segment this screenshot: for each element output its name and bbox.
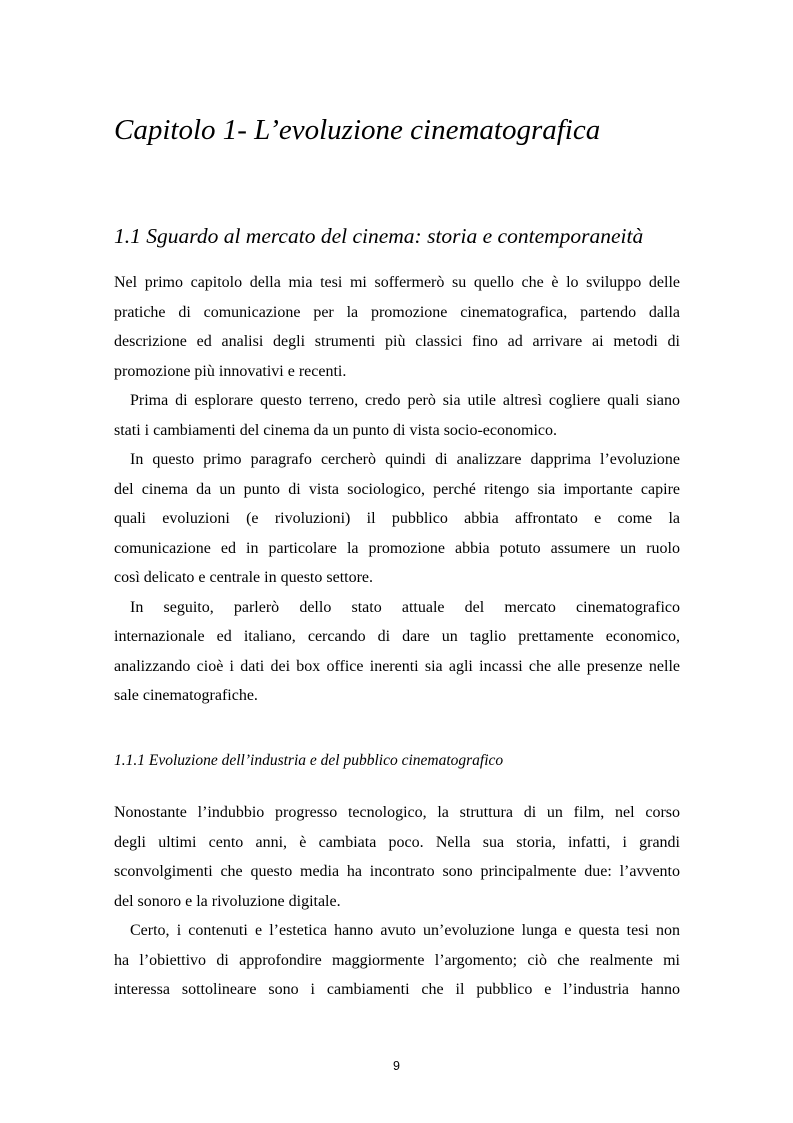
- section-title: 1.1 Sguardo al mercato del cinema: storia e contemporaneità: [114, 224, 644, 248]
- body-line: internazionale ed italiano, cercando di dare un taglio prettamente economico,: [114, 628, 680, 645]
- section-body: [114, 268, 680, 711]
- body-line: sale cinematografiche.: [114, 687, 258, 704]
- page-number: 9: [393, 1059, 400, 1073]
- body-line: degli ultimi cento anni, è cambiata poco. Nella sua storia, infatti, i grandi: [114, 833, 680, 851]
- body-line: Nonostante l’indubbio progresso tecnologico, la struttura di un film, nel corso: [114, 804, 680, 821]
- body-line: quali evoluzioni (e rivoluzioni) il pubblico abbia affrontato e come la: [114, 510, 680, 527]
- body-line: analizzando cioè i dati dei box office inerenti sia agli incassi che alle presenze nelle: [114, 657, 680, 675]
- body-line: così delicato e centrale in questo settore.: [114, 569, 374, 586]
- body-line: stati i cambiamenti del cinema da un punto di vista socio-economico.: [114, 421, 557, 439]
- body-line: Prima di esplorare questo terreno, credo però sia utile altresì cogliere quali siano: [130, 392, 680, 409]
- body-line: In seguito, parlerò dello stato attuale del mercato cinematografico: [130, 598, 680, 616]
- chapter-title: Capitolo 1- L’evoluzione cinematografica: [114, 114, 601, 146]
- body-line: del cinema da un punto di vista sociologico, perché ritengo sia importante capire: [114, 480, 680, 498]
- body-line: del sonoro e la rivoluzione digitale.: [114, 892, 341, 910]
- body-line: comunicazione ed in particolare la promozione abbia potuto assumere un ruolo: [114, 539, 680, 557]
- body-line: ha l’obiettivo di approfondire maggiormente l’argomento; ciò che realmente mi: [114, 951, 680, 969]
- body-line: sconvolgimenti che questo media ha incontrato sono principalmente due: l’avvento: [114, 863, 680, 880]
- body-line: promozione più innovativi e recenti.: [114, 362, 347, 380]
- body-line: Certo, i contenuti e l’estetica hanno avuto un’evoluzione lunga e questa tesi non: [130, 922, 680, 939]
- subsection-body: [114, 798, 680, 1005]
- subsection-title: 1.1.1 Evoluzione dell’industria e del pubblico cinematografico: [114, 752, 504, 769]
- body-line: Nel primo capitolo della mia tesi mi soffermerò su quello che è lo sviluppo delle: [114, 274, 680, 291]
- body-line: pratiche di comunicazione per la promozione cinematografica, partendo dalla: [114, 303, 680, 321]
- body-line: In questo primo paragrafo cercherò quindi di analizzare dapprima l’evoluzione: [130, 451, 680, 468]
- body-line: interessa sottolineare sono i cambiamenti che il pubblico e l’industria hanno: [114, 981, 680, 998]
- body-line: descrizione ed analisi degli strumenti più classici fino ad arrivare ai metodi di: [114, 333, 680, 350]
